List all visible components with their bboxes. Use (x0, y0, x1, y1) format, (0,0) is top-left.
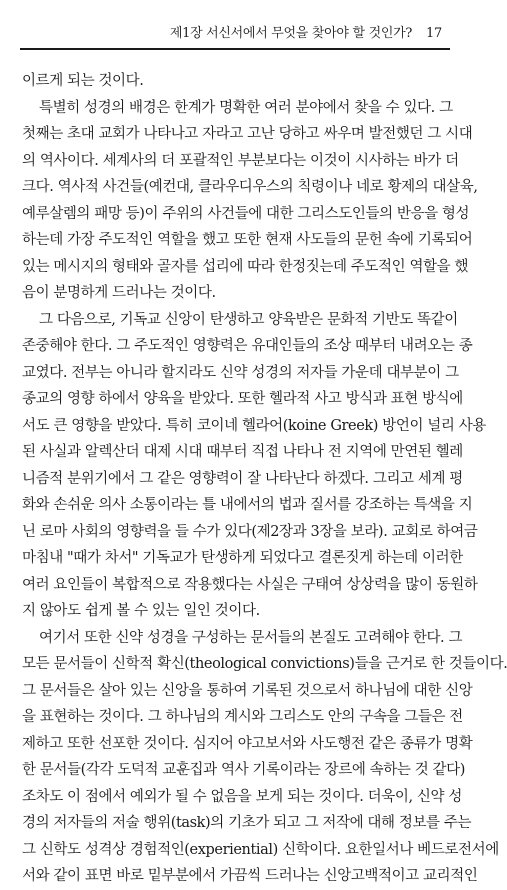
running-header (170, 26, 442, 42)
text-line: 지 않아도 쉽게 볼 수 있는 일인 것이다. (22, 603, 260, 619)
text-line: 그 신학도 성격상 경험적인(experiential) 신학이다. 요한일서나 베드로전서에 (22, 841, 499, 858)
text-line: 여기서 또한 신약 성경을 구성하는 문서들의 본질도 고려해야 한다. 그 (39, 629, 463, 646)
text-line: 조차도 이 점에서 예외가 될 수 없음을 보게 되는 것이다. 더욱이, 신약 성 (22, 788, 462, 805)
header-rule (20, 48, 450, 50)
page-number: 17 (426, 26, 442, 41)
text-line: 여러 요인들이 복합적으로 작용했다는 사실은 구태여 상상력을 많이 동원하 (22, 576, 478, 593)
text-line: 된 사실과 알렉산더 대제 시대 때부터 직접 나타나 전 지역에 만연된 헬레 (22, 444, 463, 460)
text-line: 특별히 성경의 배경은 한계가 명확한 여러 분야에서 찾을 수 있다. 그 (39, 99, 453, 116)
text-line: 서도 큰 영향을 받았다. 특히 코이네 헬라어(koine Greek) 방언이 널리 사용 (22, 417, 486, 434)
text-line: 그 문서들은 살아 있는 신앙을 통하여 기록된 것으로서 하나님에 대한 신앙 (22, 682, 473, 699)
text-line: 존중해야 한다. 그 주도적인 영향력은 유대인들의 조상 때부터 내려오는 종 (22, 338, 473, 354)
text-line: 니즘적 분위기에서 그 같은 영향력이 잘 나타난다 하겠다. 그리고 세계 평 (22, 470, 463, 487)
text-line: 화와 손쉬운 의사 소통이라는 틀 내에서의 법과 질서를 강조하는 특색을 지 (22, 497, 473, 513)
text-line: 경의 저자들의 저술 행위(task)의 기초가 되고 그 저작에 대해 정보를 주는 (22, 815, 472, 831)
text-line: 종교의 영향 하에서 양육을 받았다. 또한 헬라적 사고 방식과 표현 방식에 (22, 391, 463, 407)
text-line: 모든 문서들이 신학적 확신(theological convictions)들을 근거로 한 것들이다. (22, 656, 507, 672)
text-line: 마침내 "때가 차서" 기독교가 탄생하게 되었다고 결론짓게 하는데 이러한 (22, 550, 463, 566)
text-line: 교였다. 전부는 아니라 할지라도 신약 성경의 저자들 가운데 대부분이 그 (22, 364, 459, 381)
text-line: 음이 분명하게 드러나는 것이다. (22, 285, 216, 301)
text-line: 제하고 또한 선포한 것이다. 심지어 야고보서와 사도행전 같은 종류가 명확 (22, 735, 473, 752)
text-line: 을 표현하는 것이다. 그 하나님의 계시와 그리스도 안의 구속을 그들은 전 (22, 709, 463, 725)
text-line: 크다. 역사적 사건들(예컨대, 클라우디우스의 칙령이나 네로 황제의 대살육, (22, 179, 478, 195)
text-line: 이르게 되는 것이다. (22, 73, 144, 89)
text-line: 서와 같이 표면 바로 밑부분에서 가끔씩 드러나는 신앙고백적이고 교리적인 (22, 868, 478, 884)
chapter-title: 제1장 서신서에서 무엇을 찾아야 할 것인가? (169, 26, 413, 41)
text-line: 첫째는 초대 교회가 나타나고 자라고 고난 당하고 싸우며 발전했던 그 시대 (22, 126, 473, 142)
text-line: 있는 메시지의 형태와 골자를 섭리에 따라 한정짓는데 주도적인 역할을 했 (22, 258, 469, 275)
text-line: 의 역사이다. 세계사의 더 포괄적인 부분보다는 이것이 시사하는 바가 더 (22, 152, 459, 169)
text-line: 하는데 가장 주도적인 역할을 했고 또한 현재 사도들의 문헌 속에 기록되어 (22, 232, 473, 248)
text-line: 예루살렘의 패망 등)이 주위의 사건들에 대한 그리스도인들의 반응을 형성 (22, 205, 470, 222)
text-line: 닌 로마 사회의 영향력을 들 수가 있다(제2장과 3장을 보라). 교회로 하여금 (22, 523, 478, 540)
text-line: 그 다음으로, 기독교 신앙이 탄생하고 양육받은 문화적 기반도 똑같이 (39, 311, 458, 328)
text-line: 한 문서들(각각 도덕적 교훈집과 역사 기록이라는 장르에 속하는 것 같다) (22, 762, 465, 778)
body-text (22, 68, 507, 890)
